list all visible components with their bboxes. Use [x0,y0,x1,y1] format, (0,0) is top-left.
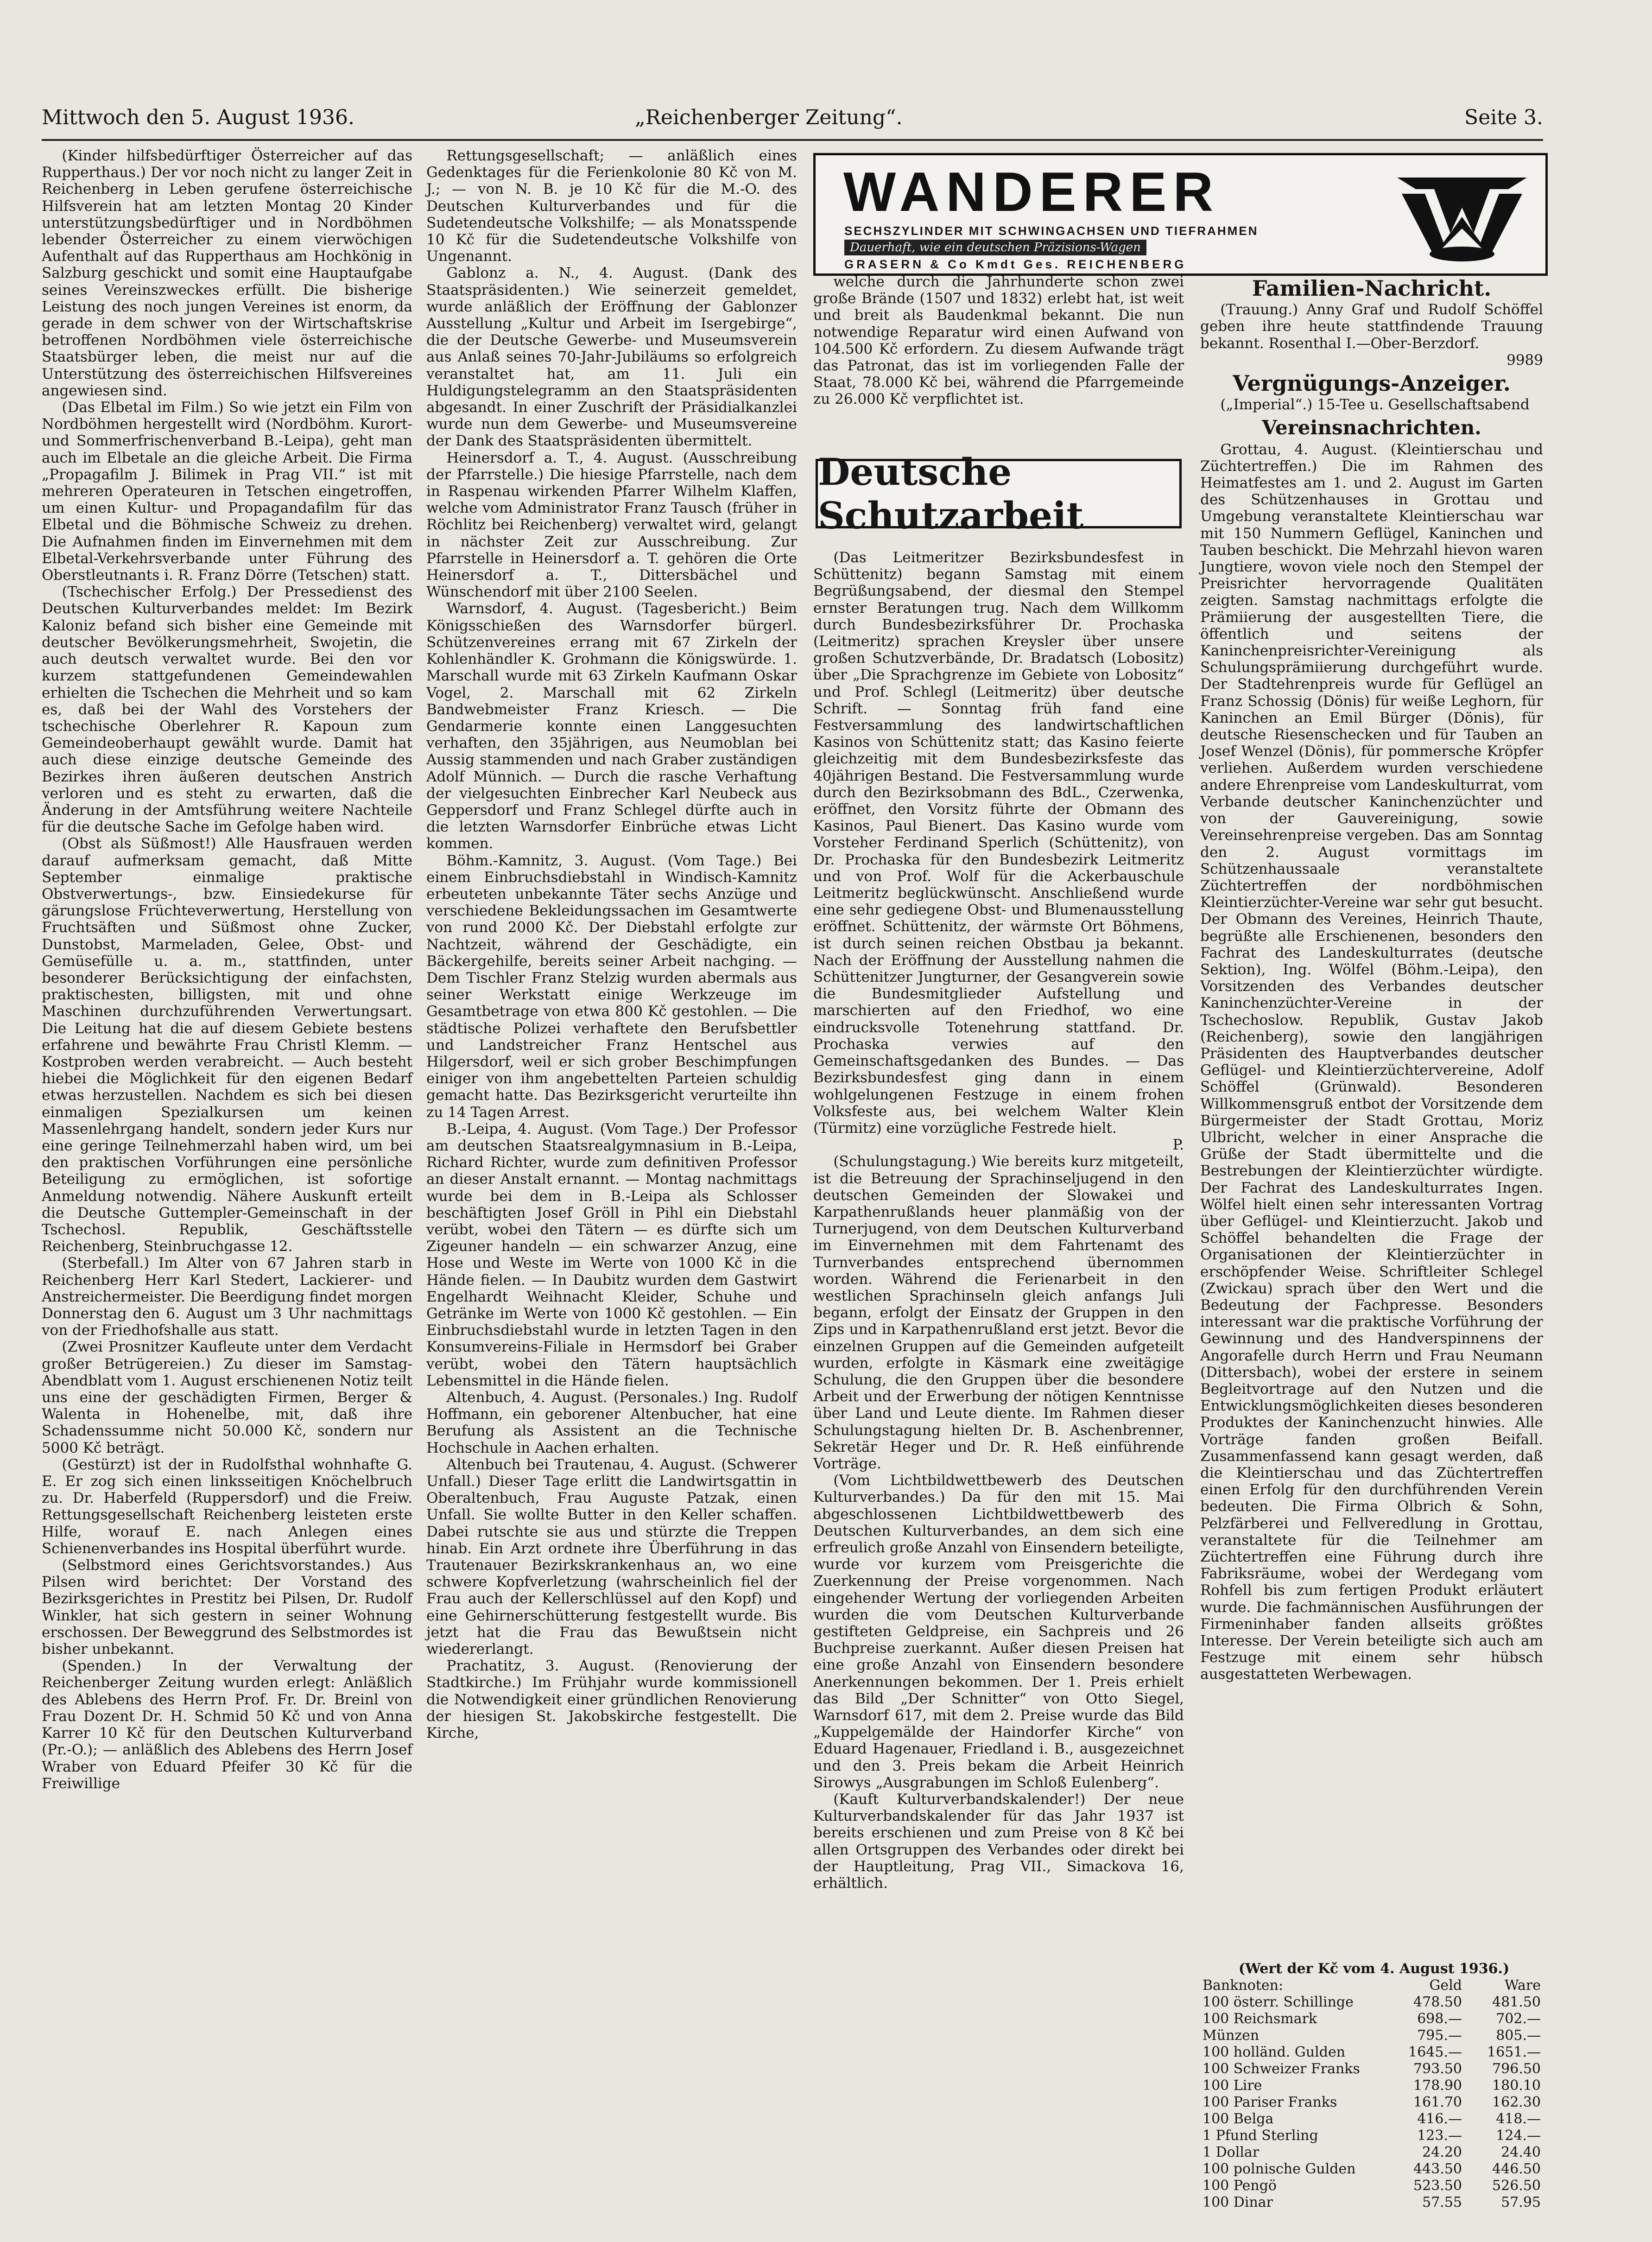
rate-ware: 57.95 [1501,2194,1541,2210]
currency-name: 100 polnische Gulden [1203,2161,1356,2177]
article: (Zwei Prosnitzer Kaufleute unter dem Verdacht großer Betrügereien.) Zu dieser im Samstag-Abendblatt vom 1. August erschienenen Notiz teilt uns eine der geschädigten Firmen, Berger & Walenta in Hohenelbe, mit, daß ihre Schadenssumme nicht 50.000 Kč, sondern nur 5000 Kč beträgt. [42,1339,412,1456]
currency-name: 100 holländ. Gulden [1203,2044,1346,2060]
rate-ware: 796.50 [1492,2061,1541,2077]
page-header [42,106,1543,138]
rate-geld: 523.50 [1413,2178,1462,2194]
article: Heinersdorf a. T., 4. August. (Ausschreibung der Pfarrstelle.) Die hiesige Pfarrstelle, nach dem in Raspenau wirkenden Pfarrer Wilhelm Klaffen, welche vom Administrator Franz Tausch (früher in Röchlitz bei Reichenberg) verwaltet wird, gelangt in nächster Zeit zur Ausschreibung. Zur Pfarrstelle in Heinersdorf a. T. gehören die Orte Heinersdorf a. T., Dittersbächel und Wünschendorf mit über 2100 Seelen. [426,449,797,601]
rate-geld: 698.— [1417,2011,1462,2027]
rate-geld: 57.55 [1422,2194,1462,2210]
exchange-col-name: Banknoten: [1203,1977,1284,1994]
article: Rettungsgesellschaft; — anläßlich eines Gedenktages für die Ferienkolonie 80 Kč von M. J.; — von N. B. je 10 Kč für die M.-O. des Deutschen Kulturverbandes und für die Sudetendeutsche Volkshilfe; — als Monatsspende 10 Kč für die Sudetendeutsche Volkshilfe von Ungenannt. [426,147,797,265]
entertainment-title: Vergnügungs-Anzeiger. [1233,371,1511,396]
article: (Das Elbetal im Film.) So wie jetzt ein Film von Nordböhmen hergestellt wird (Nordböhm. Kurort- und Sommerfrischenverband B.-Leipa), geht man auch im Elbetale an die gleiche Arbeit. Die Firma „Propagafilm J. Bilimek in Prag VII.“ ist mit mehreren Operateuren in Tetschen eingetroffen, um einen Kultur- und Propagandafilm für das Elbetal und die Böhmische Schweiz zu drehen. Die Aufnahmen finden im Einvernehmen mit dem Elbetal-Verkehrsverbande unter Führung des Oberstleutnants i. R. Franz Dörre (Tetschen) statt. [42,399,412,584]
exchange-col-geld: Geld [1429,1977,1462,1994]
exchange-row [1203,2061,1545,2077]
exchange-rows [1203,1994,1545,2211]
rate-geld: 178.90 [1413,2077,1462,2094]
article: Altenbuch, 4. August. (Personales.) Ing. Rudolf Hoffmann, ein geborener Altenbucher, hat eine Berufung als Assistent an die Technische Hochschule in Aachen erhalten. [426,1389,797,1456]
exchange-rate-table [1203,1961,1545,2211]
ad-number: 9989 [1506,351,1543,368]
article: Warnsdorf, 4. August. (Tagesbericht.) Beim Königsschießen des Warnsdorfer bürgerl. Schützenvereines errang mit 67 Zirkeln der Kohlenhändler K. Grohmann die Königswürde. 1. Marschall wurde mit 63 Zirkeln Kaufmann Oskar Vogel, 2. Marschall mit 62 Zirkeln Bandwebmeister Franz Kriesch. — Die Gendarmerie konnte einen Langgesuchten verhaften, den 35jährigen, aus Neumoblan bei Aussig stammenden und nach Graber zuständigen Adolf Münnich. — Durch die rasche Verhaftung der vielgesuchten Einbrecher Karl Neubeck aus Geppersdorf und Franz Schlegel dürfte auch in die letzten Warnsdorfer Einbrüche etwas Licht kommen. [426,600,797,852]
section-title-box: Deutsche Schutzarbeit [816,459,1182,528]
club-news-text: Grottau, 4. August. (Kleintierschau und Züchtertreffen.) Die im Rahmen des Heimatfestes am 1. und 2. August im Garten des Schützenhauses in Grottau und Umgebung veranstaltete Kleintierschau war mit 150 Nummern Geflügel, Kaninchen und Tauben beschickt. Die Mehrzahl hievon waren Jungtiere, wovon viele noch den Stempel der Preisrichter hervorragende Qualitäten zeigten. Samstag nachmittags erfolgte die Prämiierung der ausgestellten Tiere, die öffentlich und seitens der Kaninchenpreisrichter-Vereinigung als Schulungsprämiierung durchgeführt wurde. Der Stadtehrenpreis wurde für Geflügel an Franz Schossig (Dönis) für weiße Leghorn, für Kaninchen an Emil Bürger (Dönis), für deutsche Riesenschecken und für Tauben an Josef Wenzel (Dönis), für pommersche Kröpfer verliehen. Außerdem wurden verschiedene andere Ehrenpreise vom Landeskulturrat, vom Verbande deutscher Kaninchenzüchter und von der Gauvereinigung, sowie Vereinsehrenpreise vergeben. Das am Sonntag den 2. August vormittags im Schützenhaussaale veranstaltete Züchtertreffen der nordböhmischen Kleintierzüchter-Vereine war sehr gut besucht. Der Obmann des Vereines, Heinrich Thaute, begrüßte alle Erschienenen, besonders den Fachrat des Landeskulturrates (deutsche Sektion), Ing. Wölfel (Böhm.-Leipa), den Vorsitzenden des Verbandes deutscher Kaninchenzüchter-Vereine in der Tschechoslow. Republik, Gustav Jakob (Reichenberg), sowie den langjährigen Präsidenten des Hauptverbandes deutscher Geflügel- und Kleintierzüchtervereine, Adolf Schöffel (Grünwald). Besonderen Willkommensgruß entbot der Vorsitzende dem Bürgermeister der Stadt Grottau, Moriz Ulbricht, welcher in einer Ansprache die Grüße der Stadt übermittelte und die Bestrebungen der Kleintierzüchter würdigte. Der Fachrat des Landeskulturrates Ingen. Wölfel hielt einen sehr interessanten Vortrag über Geflügel- und Kleintierzucht. Jakob und Schöffel behandelten die Frage der Organisationen der Kleintierzüchter in erschöpfender Weise. Schriftleiter Schlegel (Zwickau) sprach über den Wert und die Bedeutung der Fachpresse. Besonders interessant war die praktische Vorführung der Gewinnung und des Handverspinnens der Angorafelle durch Herrn und Frau Neumann (Dittersbach), wobei der erstere in seinem Begleitvortrage auf den Nutzen und die Entwicklungsmöglichkeiten dieses besonderen Produktes der Kaninchenzucht hinwies. Alle Vorträge fanden großen Beifall. Zusammenfassend kann gesagt werden, daß die Kleintierschau und das Züchtertreffen einen Erfolg für den durchführenden Verein bedeuten. Die Firma Olbrich & Sohn, Pelzfärberei und Fellveredlung in Grottau, veranstaltete für die Teilnehmer am Züchtertreffen eine Führung durch ihre Fabriksräume, wobei der Werdegang vom Rohfell bis zum fertigen Produkt erläutert wurde. Die fachmännischen Ausführungen der Firmeninhaber fanden allseits größtes Interesse. Der Verein beteiligte sich auch am Festzuge mit einem sehr hübsch ausgestatteten Werbewagen. [1200,441,1543,1683]
exchange-row [1203,1994,1545,2011]
ad-subtitle: SECHSZYLINDER MIT SCHWINGACHSEN UND TIEFRAHMEN [844,224,1259,238]
exchange-row [1203,2128,1545,2144]
article-signature: P. [1172,1137,1184,1154]
wanderer-w-logo-icon [1392,164,1532,266]
header-page-number: Seite 3. [1464,106,1543,129]
rate-geld: 793.50 [1413,2061,1462,2077]
currency-name: 100 Reichsmark [1203,2011,1317,2027]
club-news-title: Vereinsnachrichten. [1262,416,1481,439]
exchange-col-ware: Ware [1504,1977,1541,1994]
ad-brand: WANDERER [843,161,1220,223]
article: (Das Leitmeritzer Bezirksbundesfest in Schüttenitz) begann Samstag mit einem Begrüßungsabend, der diesmal den Stempel ernster Beratungen trug. Nach dem Willkomm durch Bundesbezirksführer Dr. Prochaska (Leitmeritz) sprachen Kreysler über unsere großen Schutzverbände, Dr. Bradatsch (Lobositz) über „Die Sprachgrenze im Gebiete von Lobositz“ und Prof. Schlegl (Leitmeritz) über deutsche Schrift. — Sonntag früh fand eine Festversammlung des landwirtschaftlichen Kasinos von Schüttenitz statt; das Kasino feierte gleichzeitig mit dem Bundesbezirksfeste das 40jährigen Bestand. Die Festversammlung wurde durch den Bezirksobmann des BdL., Czerwenka, eröffnet, den Vorsitz führte der Obmann des Kasinos, Paul Bienert. Das Kasino wurde vom Vorsteher Ferdinand Sperlich (Schüttenitz), von Dr. Prochaska für den Bundesbezirk Leitmeritz und von Prof. Wolf für die Ackerbauschule Leitmeritz beglückwünscht. Anschließend wurde eine sehr gediegene Obst- und Blumenausstellung eröffnet. Schüttenitz, der wärmste Ort Böhmens, ist durch seinen reichen Obstbau ja bekannt. Nach der Eröffnung der Ausstellung nahmen die Schüttenitzer Jungturner, der Gesangverein sowie die Bundesmitglieder Aufstellung und marschierten auf den Friedhof, wo eine eindrucksvolle Totenehrung stattfand. Dr. Prochaska verwies auf den Gemeinschaftsgedanken des Bundes. — Das Bezirksbundesfest ging dann in einem wohlgelungenen Festzuge in einem frohen Volksfeste aus, bei welchem Walter Klein (Türmitz) eine vorzügliche Festrede hielt. [813,549,1184,1137]
article: (Selbstmord eines Gerichtsvorstandes.) Aus Pilsen wird berichtet: Der Vorstand des Bezirksgerichtes in Prestitz bei Pilsen, Dr. Rudolf Winkler, hat sich gestern in seiner Wohnung erschossen. Der Beweggrund des Selbstmordes ist bisher unbekannt. [42,1557,412,1658]
exchange-row [1203,2161,1545,2178]
article: (Gestürzt) ist der in Rudolfsthal wohnhafte G. E. Er zog sich einen linksseitigen Knöchelbruch zu. Dr. Haberfeld (Ruppersdorf) und die Freiw. Rettungsgesellschaft Reichenberg leisteten erste Hilfe, worauf E. nach Anlegen eines Schienenverbandes ins Hospital überführt wurde. [42,1456,412,1557]
rate-ware: 180.10 [1492,2077,1541,2094]
exchange-row [1203,2194,1545,2211]
article: Prachatitz, 3. August. (Renovierung der Stadtkirche.) Im Frühjahr wurde kommissionell die Notwendigkeit einer gründlichen Renovierung der hiesigen St. Jakobskirche festgestellt. Die Kirche, [426,1658,797,1742]
article: (Schulungstagung.) Wie bereits kurz mitgeteilt, ist die Betreuung der Sprachinseljugend in den deutschen Gemeinden der Slowakei und Karpathenrußlands heuer planmäßig von der Turnerjugend, von dem Deutschen Kulturverband im Einvernehmen mit dem Fahrtenamt des Turnverbandes entsprechend übernommen worden. Während die Ferienarbeit in den westlichen Sprachinseln gleich anfangs Juli begann, erfolgt der Einsatz der Gruppen in den Zips und in Karpathenrußland erst jetzt. Bevor die einzelnen Gruppen auf die Gemeinden aufgeteilt wurden, erfolgte in Käsmark eine zweitägige Schulung, die den Gruppen über die besondere Arbeit und der Erwerbung der nötigen Kenntnisse über Land und Leute diente. Im Rahmen dieser Schulungstagung hielten Dr. B. Aschenbrenner, Sekretär Heger und Dr. R. Heß einführende Vorträge. [813,1153,1184,1472]
rate-ware: 24.40 [1501,2144,1541,2160]
column-2 [426,147,797,2219]
rate-geld: 24.20 [1422,2144,1462,2160]
article: B.-Leipa, 4. August. (Vom Tage.) Der Professor am deutschen Staatsrealgymnasium in B.-Leipa, Richard Richter, wurde zum definitiven Professor an dieser Anstalt ernannt. — Montag nachmittags wurde bei dem in B.-Leipa als Schlosser beschäftigten Josef Gröll in Pihl ein Diebstahl verübt, wobei den Tätern — es dürfte sich um Zigeuner handeln — ein schwarzer Anzug, eine Hose und Weste im Werte von 1000 Kč in die Hände fielen. — In Daubitz wurden dem Gastwirt Engelhardt Weihnacht Kleider, Schuhe und Getränke im Werte von 1000 Kč gestohlen. — Ein Einbruchsdiebstahl wurde in letzten Tagen in den Konsumvereins-Filiale in Hermsdorf bei Graber verübt, wobei den Tätern hauptsächlich Lebensmittel in die Hände fielen. [426,1120,797,1389]
ad-slogan: Dauerhaft, wie ein deutschen Präzisions-Wagen [844,240,1146,255]
exchange-row [1203,2077,1545,2094]
currency-name: Münzen [1203,2027,1260,2044]
rate-geld: 795.— [1417,2027,1462,2044]
rate-geld: 1645.— [1408,2044,1462,2060]
wanderer-advertisement [813,153,1548,276]
currency-name: 1 Pfund Sterling [1203,2128,1318,2144]
exchange-row [1203,2044,1545,2061]
article: (Vom Lichtbildwettbewerb des Deutschen Kulturverbandes.) Da für den mit 15. Mai abgeschlossenen Lichtbildwettbewerb des Deutschen Kulturverbandes, an dem sich eine erfreulich große Anzahl von Einsendern beteiligte, wurde vor kurzem vom Preisgerichte die Zuerkennung der Preise vorgenommen. Nach eingehender Wertung der vorliegenden Arbeiten wurden die vom Deutschen Kulturverbande gestifteten Geldpreise, ein Sachpreis und 26 Buchpreise zuerkannt. Außer diesen Preisen hat eine große Anzahl von Einsendern besondere Anerkennungen bekommen. Der 1. Preis erhielt das Bild „Der Schnitter“ von Otto Siegel, Warnsdorf 617, mit dem 2. Preise wurde das Bild „Kuppelgemälde der Haindorfer Kirche“ von Eduard Hagenauer, Friedland i. B., ausgezeichnet und den 3. Preis bekam die Arbeit Heinrich Sirowys „Ausgrabungen im Schloß Eulenberg“. [813,1472,1184,1791]
header-rule [42,139,1543,141]
article: welche durch die Jahrhunderte schon zwei große Brände (1507 und 1832) erlebt hat, ist weit und breit als Baudenkmal bekannt. Die nun notwendige Reparatur wird einen Aufwand von 104.500 Kč erfordern. Zu diesem Aufwande trägt das Patronat, das ist im vorliegenden Falle der Staat, 78.000 Kč bei, während die Pfarrgemeinde zu 26.000 Kč verpflichtet ist. [813,273,1184,408]
exchange-row [1203,2178,1545,2194]
rate-geld: 478.50 [1413,1994,1462,2010]
exchange-row [1203,2094,1545,2111]
header-newspaper-title: „Reichenberger Zeitung“. [635,106,903,129]
article: Gablonz a. N., 4. August. (Dank des Staatspräsidenten.) Wie seinerzeit gemeldet, wurde anläßlich der Eröffnung der Gablonzer Ausstellung „Kultur und Arbeit im Isergebirge“, die der Deutsche Gewerbe- und Museumsverein aus Anlaß seines 70-Jahr-Jubiläums so erfolgreich veranstaltet hat, am 11. Juli ein Huldigungstelegramm an den Staatspräsidenten abgesandt. In einer Zuschrift der Präsidialkanzlei wurde nun dem Gewerbe- und Museumsvereine der Dank des Staatspräsidenten übermittelt. [426,265,797,450]
currency-name: 100 Belga [1203,2111,1274,2127]
rate-geld: 123.— [1417,2128,1462,2144]
rate-ware: 446.50 [1492,2161,1541,2177]
rate-ware: 418.— [1496,2111,1541,2127]
entertainment-text: („Imperial“.) 15-Tee u. Gesellschaftsabend [1220,396,1530,413]
rate-ware: 162.30 [1492,2094,1541,2110]
rate-ware: 124.— [1496,2128,1541,2144]
exchange-title: (Wert der Kč vom 4. August 1936.) [1238,1961,1510,1977]
rate-ware: 481.50 [1492,1994,1541,2010]
exchange-row [1203,2111,1545,2128]
article: (Kauft Kulturverbandskalender!) Der neue Kulturverbandskalender für das Jahr 1937 ist bereits erschienen und zum Preise von 8 Kč bei allen Ortsgruppen des Verbandes oder direkt bei der Hauptleitung, Prag VII., Simackova 16, erhältlich. [813,1791,1184,1892]
currency-name: 1 Dollar [1203,2144,1260,2160]
exchange-row [1203,2011,1545,2027]
currency-name: 100 Schweizer Franks [1203,2061,1360,2077]
exchange-row [1203,2144,1545,2161]
family-news-text: (Trauung.) Anny Graf und Rudolf Schöffel geben ihre heute stattfindende Trauung bekannt. Rosenthal I.—Ober-Berzdorf. [1200,301,1543,352]
column-1 [42,147,412,2219]
currency-name: 100 Lire [1203,2077,1262,2094]
rate-ware: 1651.— [1487,2044,1541,2060]
exchange-header-row [1203,1977,1545,1994]
article: Böhm.-Kamnitz, 3. August. (Vom Tage.) Bei einem Einbruchsdiebstahl in Windisch-Kamnitz erbeuteten unbekannte Täter sechs Anzüge und verschiedene Bekleidungssachen im Gesamtwerte von rund 2000 Kč. Der Diebstahl erfolgte zur Nachtzeit, während der Geschädigte, ein Bäckergehilfe, bereits seiner Arbeit nachging. — Dem Tischler Franz Stelzig wurden abermals aus seiner Werkstatt einige Werkzeuge im Gesamtbetrage von etwa 800 Kč gestohlen. — Die städtische Polizei verhaftete den Berufsbettler und Landstreicher Franz Hentschel aus Hilgersdorf, weil er sich grober Beschimpfungen einiger von ihm angebettelten Parteien schuldig gemacht hatte. Das Bezirksgericht verurteilte ihn zu 14 Tagen Arrest. [426,852,797,1121]
article: (Spenden.) In der Verwaltung der Reichenberger Zeitung wurden erlegt: Anläßlich des Ablebens des Herrn Prof. Fr. Dr. Breinl von Frau Dozent Dr. H. Schmid 50 Kč und von Anna Karrer 10 Kč für den Deutschen Kulturverband (Pr.-O.); — anläßlich des Ablebens des Herrn Josef Wraber von Eduard Pfeifer 30 Kč für die Freiwillige [42,1658,412,1792]
article: (Kinder hilfsbedürftiger Österreicher auf das Rupperthaus.) Der vor noch nicht zu langer Zeit in Reichenberg in Leben gerufene österreichische Hilfsverein hat am letzten Montag 20 Kinder unterstützungsbedürftiger und in Nordböhmen lebender Österreicher zu einem vierwöchigen Aufenthalt auf das Rupperthaus am Hochkönig in Salzburg geschickt und somit eine Hauptaufgabe seines Vereinszweckes erfüllt. Die bisherige Leistung des noch jungen Vereines ist enorm, da gerade in dem schwer von der Wirtschaftskrise betroffenen Nordböhmen viele österreichische Staatsbürger leben, die meist nur auf die Unterstützung des österreichischen Hilfsvereines angewiesen sind. [42,147,412,399]
article: (Sterbefall.) Im Alter von 67 Jahren starb in Reichenberg Herr Karl Stedert, Lackierer- und Anstreichermeister. Die Beerdigung findet morgen Donnerstag den 6. August um 3 Uhr nachmittags von der Friedhofshalle aus statt. [42,1255,412,1339]
currency-name: 100 Dinar [1203,2194,1273,2210]
exchange-row [1203,2027,1545,2044]
rate-ware: 526.50 [1492,2178,1541,2194]
rate-geld: 161.70 [1413,2094,1462,2110]
article: (Tschechischer Erfolg.) Der Pressedienst des Deutschen Kulturverbandes meldet: Im Bezirk Kaloniz befand sich bisher eine Gemeinde mit deutscher Bevölkerungsmehrheit, Swojetin, die auch deutsch verwaltet wurde. Bei den vor kurzem stattgefundenen Gemeindewahlen erhielten die Tschechen die Mehrheit und so kam es, daß bei der Wahl des Vorstehers der tschechische Oberlehrer R. Kapoun zum Gemeindeoberhaupt gewählt wurde. Damit hat auch diese einzige deutsche Gemeinde des Bezirkes ihren äußeren deutschen Anstrich verloren und es steht zu erwarten, daß die Änderung in der Amtsführung weitere Nachteile für die deutsche Sache im Gefolge haben wird. [42,584,412,836]
column-3-top [813,273,1184,408]
currency-name: 100 österr. Schillinge [1203,1994,1354,2010]
article: (Obst als Süßmost!) Alle Hausfrauen werden darauf aufmerksam gemacht, daß Mitte September einmalige praktische Obstverwertungs-, bzw. Einsiedekurse für gärungslose Früchteverwertung, Herstellung von Fruchtsäften und Süßmost ohne Zucker, Dunstobst, Marmeladen, Gelee, Obst- und Gemüsefülle u. a. m., stattfinden, unter besonderer Berücksichtigung der einfachsten, praktischesten, billigsten, mit und ohne Maschinen durchzuführenden Verwertungsart. Die Leitung hat die auf diesem Gebiete bestens erfahrene und bewährte Frau Christl Klemm. — Kostproben werden verabreicht. — Auch besteht hiebei die Möglichkeit für den eigenen Bedarf etwas herzustellen. Nachdem es sich bei diesen einmaligen Spezialkursen um keinen Massenlehrgang handelt, sondern jeder Kurs nur eine geringe Teilnehmerzahl haben wird, um bei den praktischen Vorführungen eine persönliche Beteiligung zu ermöglichen, ist sofortige Anmeldung notwendig. Nähere Auskunft erteilt die Deutsche Guttempler-Gemeinschaft in der Tschechosl. Republik, Geschäftsstelle Reichenberg, Steinbruchgasse 12. [42,835,412,1255]
header-date: Mittwoch den 5. August 1936. [42,106,354,129]
rate-geld: 443.50 [1413,2161,1462,2177]
family-news-title: Familien-Nachricht. [1252,276,1492,301]
currency-name: 100 Pariser Franks [1203,2094,1337,2110]
currency-name: 100 Pengö [1203,2178,1277,2194]
ad-dealer: GRASERN & Co Kmdt Ges. REICHENBERG [844,257,1187,271]
column-4 [1200,273,1543,1683]
column-3-bottom [813,549,1184,2218]
rate-ware: 805.— [1496,2027,1541,2044]
rate-ware: 702.— [1496,2011,1541,2027]
rate-geld: 416.— [1417,2111,1462,2127]
article: Altenbuch bei Trautenau, 4. August. (Schwerer Unfall.) Dieser Tage erlitt die Landwirtsgattin in Oberaltenbuch, Frau Auguste Patzak, einen Unfall. Sie wollte Butter in den Keller schaffen. Dabei rutschte sie aus und stürzte die Treppen hinab. Ein Arzt ordnete ihre Überführung in das Trautenauer Bezirkskrankenhaus an, wo eine schwere Kopfverletzung (wahrscheinlich fiel der Frau auch der Kellerschlüssel auf den Kopf) und eine Gehirnerschütterung festgestellt wurde. Bis jetzt hat die Frau das Bewußtsein nicht wiedererlangt. [426,1456,797,1658]
